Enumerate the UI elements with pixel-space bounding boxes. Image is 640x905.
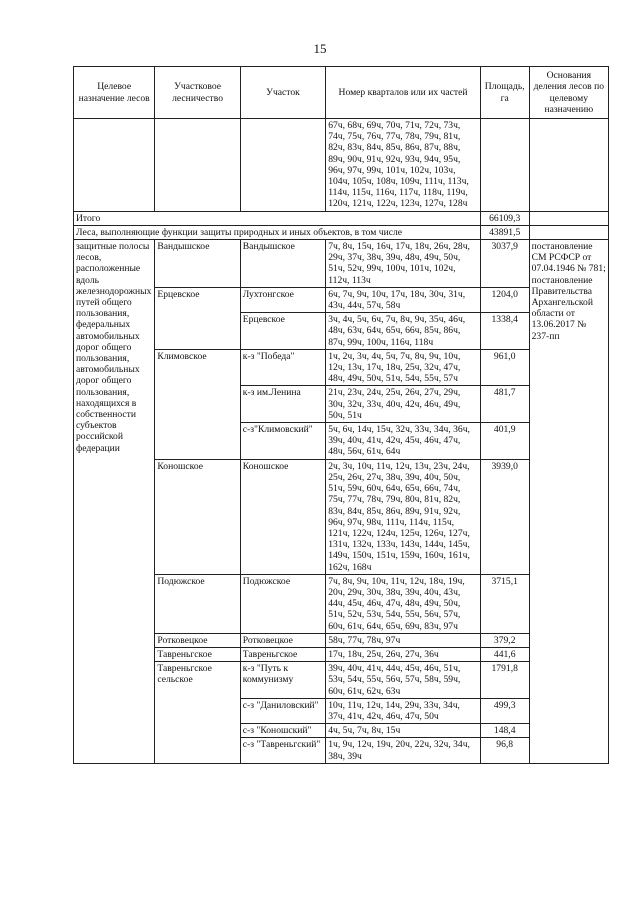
site-cell: к-з "Победа" [240,349,325,386]
empty-cell [529,225,608,239]
basis-cell: постановление СМ РСФСР от 07.04.1946 № 781; постановление Правительства Архангельской области от 13.06.2017 № 237-пп [529,240,608,764]
site-cell: Ротковецкое [240,633,325,647]
quarters-cell: 5ч, 6ч, 14ч, 15ч, 32ч, 33ч, 34ч, 36ч, 39ч, 40ч, 41ч, 42ч, 45ч, 46ч, 47ч, 48ч, 56ч, 61ч, 64ч [326,423,481,460]
empty-cell [240,119,325,212]
header-quarters: Номер кварталов или их частей [326,67,481,119]
section-row [74,225,609,239]
area-cell: 441,6 [480,647,529,661]
header-site: Участок [240,67,325,119]
area-cell: 961,0 [480,349,529,386]
site-cell: Ерцевское [240,313,325,350]
forestry-cell: Тавреньгское сельское [155,662,240,764]
quarters-cell: 4ч, 5ч, 7ч, 8ч, 15ч [326,724,481,738]
empty-cell [529,119,608,212]
forestry-cell: Тавреньгское [155,647,240,661]
purpose-cell: защитные полосы лесов, расположенные вдоль железнодорожных путей общего пользования, федеральных автомобильных дорог общего пользования, автомобильных дорог общего пользования, находящихся в собственности субъектов российской федерации [74,240,155,764]
empty-cell [480,119,529,212]
quarters-cell: 7ч, 8ч, 9ч, 10ч, 11ч, 12ч, 18ч, 19ч, 20ч, 29ч, 30ч, 38ч, 39ч, 40ч, 43ч, 44ч, 45ч, 46ч, 47ч, 48ч, 49ч, 50ч, 51ч, 52ч, 53ч, 54ч, 55ч, 56ч, 57ч, 60ч, 61ч, 64ч, 65ч, 69ч, 83ч, 97ч [326,574,481,633]
header-purpose: Целевое назначение лесов [74,67,155,119]
quarters-cell: 6ч, 7ч, 9ч, 10ч, 17ч, 18ч, 30ч, 31ч, 43ч, 44ч, 57ч, 58ч [326,287,481,312]
quarters-cell: 58ч, 77ч, 78ч, 97ч [326,633,481,647]
header-basis: Основания деления лесов по целевому назначению [529,67,608,119]
area-cell: 1338,4 [480,313,529,350]
area-cell: 3939,0 [480,459,529,574]
quarters-cell: 67ч, 68ч, 69ч, 70ч, 71ч, 72ч, 73ч, 74ч, 75ч, 76ч, 77ч, 78ч, 79ч, 81ч, 82ч, 83ч, 84ч, 85ч, 86ч, 87ч, 88ч, 89ч, 90ч, 91ч, 92ч, 93ч, 94ч, 95ч, 96ч, 97ч, 99ч, 101ч, 102ч, 103ч, 104ч, 105ч, 108ч, 109ч, 111ч, 113ч, 114ч, 115ч, 116ч, 117ч, 118ч, 119ч, 120ч, 121ч, 122ч, 123ч, 127ч, 128ч [326,119,481,212]
section-value: 43891,5 [480,225,529,239]
quarters-cell: 7ч, 8ч, 15ч, 16ч, 17ч, 18ч, 26ч, 28ч, 29ч, 37ч, 38ч, 39ч, 48ч, 49ч, 50ч, 51ч, 52ч, 99ч, 100ч, 101ч, 102ч, 112ч, 113ч [326,240,481,288]
forest-purpose-table [73,66,609,764]
site-cell: Подюжское [240,574,325,633]
page-number: 15 [313,41,327,56]
table-row [74,119,609,212]
table-row [74,240,609,288]
total-row [74,211,609,225]
forestry-cell: Подюжское [155,574,240,633]
quarters-cell: 10ч, 11ч, 12ч, 14ч, 29ч, 33ч, 34ч, 37ч, 41ч, 42ч, 46ч, 47ч, 50ч [326,698,481,723]
area-cell: 499,3 [480,698,529,723]
site-cell: Вандышское [240,240,325,288]
quarters-cell: 39ч, 40ч, 41ч, 44ч, 45ч, 46ч, 51ч, 53ч, 54ч, 55ч, 56ч, 57ч, 58ч, 59ч, 60ч, 61ч, 62ч, 63ч [326,662,481,699]
site-cell: Лухтонгское [240,287,325,312]
site-cell: Коношское [240,459,325,574]
header-area: Площадь, га [480,67,529,119]
area-cell: 3715,1 [480,574,529,633]
area-cell: 3037,9 [480,240,529,288]
quarters-cell: 2ч, 3ч, 10ч, 11ч, 12ч, 13ч, 23ч, 24ч, 25ч, 26ч, 27ч, 38ч, 39ч, 40ч, 50ч, 51ч, 59ч, 60ч, 64ч, 65ч, 66ч, 74ч, 75ч, 77ч, 78ч, 79ч, 80ч, 81ч, 82ч, 83ч, 84ч, 85ч, 86ч, 89ч, 91ч, 92ч, 96ч, 97ч, 98ч, 111ч, 114ч, 115ч, 121ч, 122ч, 124ч, 125ч, 126ч, 127ч, 131ч, 132ч, 133ч, 143ч, 144ч, 145ч, 149ч, 150ч, 151ч, 159ч, 160ч, 161ч, 162ч, 168ч [326,459,481,574]
forestry-cell: Ротковецкое [155,633,240,647]
quarters-cell: 21ч, 23ч, 24ч, 25ч, 26ч, 27ч, 29ч, 30ч, 32ч, 33ч, 40ч, 42ч, 46ч, 49ч, 50ч, 51ч [326,386,481,423]
table-header-row [74,67,609,119]
total-value: 66109,3 [480,211,529,225]
area-cell: 1204,0 [480,287,529,312]
area-cell: 401,9 [480,423,529,460]
area-cell: 481,7 [480,386,529,423]
quarters-cell: 17ч, 18ч, 25ч, 26ч, 27ч, 36ч [326,647,481,661]
site-cell: с-з "Даниловский" [240,698,325,723]
forestry-cell: Ерцевское [155,287,240,349]
site-cell: Тавреньгское [240,647,325,661]
area-cell: 148,4 [480,724,529,738]
forestry-cell: Вандышское [155,240,240,288]
total-label: Итого [74,211,481,225]
site-cell: к-з "Путь к коммунизму [240,662,325,699]
site-cell: с-з"Климовский" [240,423,325,460]
quarters-cell: 1ч, 9ч, 12ч, 19ч, 20ч, 22ч, 32ч, 34ч, 38ч, 39ч [326,738,481,763]
section-label: Леса, выполняющие функции защиты природных и иных объектов, в том числе [74,225,481,239]
forestry-cell: Коношское [155,459,240,574]
header-forestry: Участковое лесничество [155,67,240,119]
area-cell: 1791,8 [480,662,529,699]
site-cell: к-з им.Ленина [240,386,325,423]
quarters-cell: 3ч, 4ч, 5ч, 6ч, 7ч, 8ч, 9ч, 35ч, 46ч, 48ч, 63ч, 64ч, 65ч, 66ч, 85ч, 86ч, 87ч, 99ч, 100ч, 116ч, 118ч [326,313,481,350]
quarters-cell: 1ч, 2ч, 3ч, 4ч, 5ч, 7ч, 8ч, 9ч, 10ч, 12ч, 13ч, 17ч, 18ч, 25ч, 32ч, 47ч, 48ч, 49ч, 50ч, 51ч, 54ч, 55ч, 57ч [326,349,481,386]
area-cell: 379,2 [480,633,529,647]
site-cell: с-з "Тавреньгский" [240,738,325,763]
empty-cell [74,119,155,212]
forestry-cell: Климовское [155,349,240,459]
empty-cell [155,119,240,212]
area-cell: 96,8 [480,738,529,763]
empty-cell [529,211,608,225]
site-cell: с-з "Коношский" [240,724,325,738]
